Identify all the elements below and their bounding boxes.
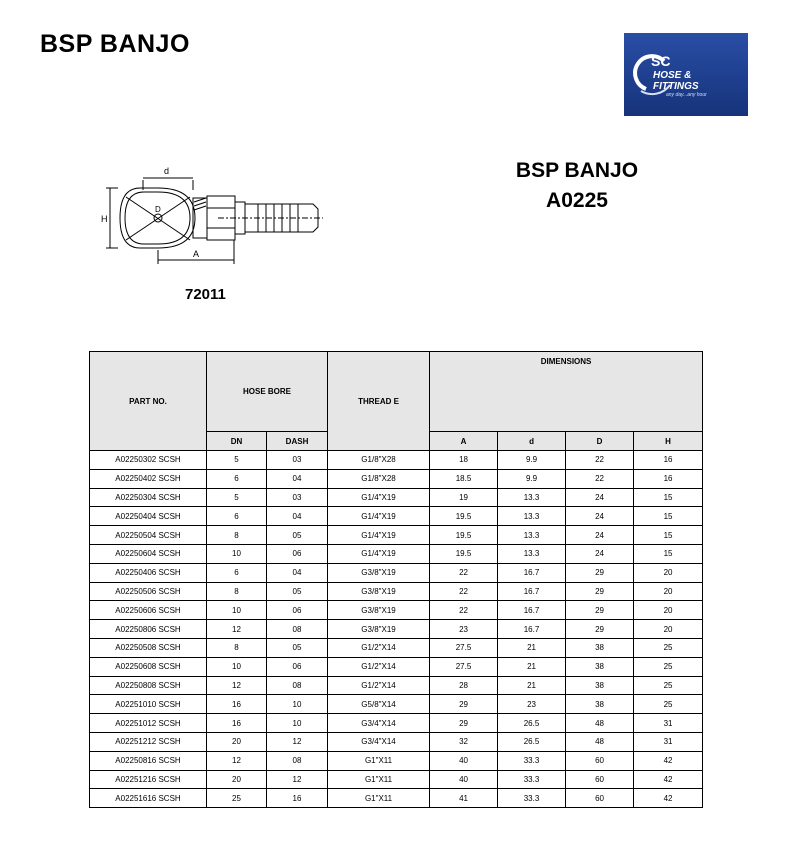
d-small-cell: 13.3	[498, 488, 566, 507]
thread-cell: G3/8"X19	[328, 582, 430, 601]
d-small-cell: 16.7	[498, 582, 566, 601]
dash-cell: 03	[267, 451, 328, 470]
a-cell: 27.5	[430, 657, 498, 676]
thread-cell: G1"X11	[328, 770, 430, 789]
part-no-cell: A02251216 SCSH	[90, 770, 207, 789]
d-large-cell: 38	[566, 695, 634, 714]
a-cell: 19.5	[430, 507, 498, 526]
dn-cell: 10	[207, 601, 267, 620]
part-no-cell: A02251010 SCSH	[90, 695, 207, 714]
dash-cell: 05	[267, 526, 328, 545]
a-cell: 27.5	[430, 638, 498, 657]
dash-cell: 10	[267, 695, 328, 714]
header-h: H	[634, 432, 703, 451]
dn-cell: 25	[207, 789, 267, 808]
thread-cell: G1"X11	[328, 751, 430, 770]
table-row	[90, 507, 703, 526]
header-part-no: PART NO.	[90, 352, 207, 451]
dn-cell: 16	[207, 695, 267, 714]
d-large-cell: 38	[566, 657, 634, 676]
dash-cell: 12	[267, 732, 328, 751]
dash-cell: 08	[267, 751, 328, 770]
table-row	[90, 469, 703, 488]
dn-cell: 5	[207, 451, 267, 470]
drawing-code: 72011	[185, 286, 226, 303]
logo-text-fittings: FITTINGS	[653, 81, 699, 92]
d-large-cell: 29	[566, 582, 634, 601]
d-small-cell: 16.7	[498, 563, 566, 582]
dn-cell: 8	[207, 582, 267, 601]
d-large-cell: 48	[566, 732, 634, 751]
a-cell: 18	[430, 451, 498, 470]
d-small-cell: 9.9	[498, 451, 566, 470]
dn-cell: 12	[207, 676, 267, 695]
d-small-cell: 13.3	[498, 507, 566, 526]
part-no-cell: A02250402 SCSH	[90, 469, 207, 488]
part-no-cell: A02251616 SCSH	[90, 789, 207, 808]
thread-cell: G1/8"X28	[328, 469, 430, 488]
d-large-cell: 24	[566, 488, 634, 507]
a-cell: 40	[430, 751, 498, 770]
d-small-cell: 13.3	[498, 544, 566, 563]
header-a: A	[430, 432, 498, 451]
a-cell: 19	[430, 488, 498, 507]
a-cell: 41	[430, 789, 498, 808]
d-large-cell: 29	[566, 601, 634, 620]
thread-cell: G3/4"X14	[328, 732, 430, 751]
part-no-cell: A02250816 SCSH	[90, 751, 207, 770]
a-cell: 22	[430, 601, 498, 620]
h-cell: 16	[634, 451, 703, 470]
part-no-cell: A02250302 SCSH	[90, 451, 207, 470]
dn-cell: 6	[207, 563, 267, 582]
d-large-cell: 22	[566, 469, 634, 488]
table-row	[90, 732, 703, 751]
a-cell: 19.5	[430, 526, 498, 545]
specification-table	[89, 351, 703, 808]
dn-cell: 20	[207, 770, 267, 789]
h-cell: 42	[634, 751, 703, 770]
header-d-large: D	[566, 432, 634, 451]
dash-cell: 04	[267, 507, 328, 526]
part-no-cell: A02251012 SCSH	[90, 714, 207, 733]
d-small-cell: 26.5	[498, 714, 566, 733]
table-row	[90, 714, 703, 733]
thread-cell: G3/4"X14	[328, 714, 430, 733]
table-row	[90, 676, 703, 695]
dash-cell: 08	[267, 676, 328, 695]
dash-cell: 10	[267, 714, 328, 733]
dn-cell: 8	[207, 526, 267, 545]
part-no-cell: A02250406 SCSH	[90, 563, 207, 582]
a-cell: 29	[430, 714, 498, 733]
product-code: A0225	[546, 189, 608, 212]
a-cell: 18.5	[430, 469, 498, 488]
d-small-cell: 9.9	[498, 469, 566, 488]
table-row	[90, 620, 703, 639]
dn-cell: 20	[207, 732, 267, 751]
technical-drawing	[98, 160, 328, 270]
part-no-cell: A02250608 SCSH	[90, 657, 207, 676]
d-large-cell: 60	[566, 789, 634, 808]
h-cell: 25	[634, 695, 703, 714]
d-small-cell: 33.3	[498, 770, 566, 789]
h-cell: 16	[634, 469, 703, 488]
a-cell: 23	[430, 620, 498, 639]
header-dn: DN	[207, 432, 267, 451]
table-row	[90, 638, 703, 657]
a-cell: 22	[430, 582, 498, 601]
logo-text-sc: SC	[651, 53, 671, 69]
table-row	[90, 751, 703, 770]
a-cell: 28	[430, 676, 498, 695]
h-cell: 42	[634, 770, 703, 789]
thread-cell: G3/8"X19	[328, 620, 430, 639]
dash-cell: 05	[267, 638, 328, 657]
dim-label-d: d	[164, 166, 170, 176]
banjo-fitting-drawing	[98, 160, 328, 270]
h-cell: 15	[634, 544, 703, 563]
dn-cell: 16	[207, 714, 267, 733]
dn-cell: 10	[207, 544, 267, 563]
dn-cell: 12	[207, 620, 267, 639]
thread-cell: G5/8"X14	[328, 695, 430, 714]
table-row	[90, 770, 703, 789]
dash-cell: 03	[267, 488, 328, 507]
h-cell: 20	[634, 563, 703, 582]
table-row	[90, 488, 703, 507]
dn-cell: 12	[207, 751, 267, 770]
dash-cell: 16	[267, 789, 328, 808]
dash-cell: 04	[267, 469, 328, 488]
h-cell: 25	[634, 657, 703, 676]
h-cell: 42	[634, 789, 703, 808]
logo-tagline: any day...any hour	[666, 92, 707, 98]
h-cell: 31	[634, 732, 703, 751]
table-row	[90, 695, 703, 714]
h-cell: 20	[634, 620, 703, 639]
a-cell: 32	[430, 732, 498, 751]
thread-cell: G3/8"X19	[328, 601, 430, 620]
h-cell: 25	[634, 676, 703, 695]
h-cell: 15	[634, 526, 703, 545]
thread-cell: G3/8"X19	[328, 563, 430, 582]
dn-cell: 10	[207, 657, 267, 676]
d-small-cell: 33.3	[498, 789, 566, 808]
a-cell: 22	[430, 563, 498, 582]
table-row	[90, 451, 703, 470]
h-cell: 20	[634, 601, 703, 620]
part-no-cell: A02250604 SCSH	[90, 544, 207, 563]
dash-cell: 12	[267, 770, 328, 789]
part-no-cell: A02250304 SCSH	[90, 488, 207, 507]
header-dimensions: DIMENSIONS	[430, 352, 703, 432]
part-no-cell: A02250506 SCSH	[90, 582, 207, 601]
d-large-cell: 60	[566, 770, 634, 789]
part-no-cell: A02250606 SCSH	[90, 601, 207, 620]
a-cell: 40	[430, 770, 498, 789]
thread-cell: G1/2"X14	[328, 657, 430, 676]
dash-cell: 04	[267, 563, 328, 582]
dash-cell: 08	[267, 620, 328, 639]
header-d-small: d	[498, 432, 566, 451]
h-cell: 31	[634, 714, 703, 733]
dn-cell: 8	[207, 638, 267, 657]
d-large-cell: 29	[566, 563, 634, 582]
d-large-cell: 24	[566, 526, 634, 545]
dash-cell: 06	[267, 601, 328, 620]
d-small-cell: 33.3	[498, 751, 566, 770]
d-small-cell: 21	[498, 676, 566, 695]
table-row	[90, 526, 703, 545]
thread-cell: G1"X11	[328, 789, 430, 808]
d-large-cell: 60	[566, 751, 634, 770]
d-large-cell: 29	[566, 620, 634, 639]
dash-cell: 06	[267, 544, 328, 563]
dim-label-d-large: D	[155, 205, 161, 214]
dim-label-h: H	[101, 214, 108, 224]
thread-cell: G1/4"X19	[328, 544, 430, 563]
table-row	[90, 657, 703, 676]
d-large-cell: 38	[566, 638, 634, 657]
d-small-cell: 16.7	[498, 601, 566, 620]
company-logo-graphic	[624, 33, 748, 116]
h-cell: 20	[634, 582, 703, 601]
part-no-cell: A02250806 SCSH	[90, 620, 207, 639]
dn-cell: 5	[207, 488, 267, 507]
thread-cell: G1/4"X19	[328, 507, 430, 526]
h-cell: 25	[634, 638, 703, 657]
a-cell: 29	[430, 695, 498, 714]
header-hose-bore: HOSE BORE	[207, 352, 328, 432]
header-dash: DASH	[267, 432, 328, 451]
d-large-cell: 38	[566, 676, 634, 695]
d-large-cell: 24	[566, 507, 634, 526]
d-large-cell: 48	[566, 714, 634, 733]
dim-label-a: A	[193, 249, 200, 259]
table-row	[90, 582, 703, 601]
dn-cell: 6	[207, 469, 267, 488]
table-row	[90, 789, 703, 808]
h-cell: 15	[634, 488, 703, 507]
d-small-cell: 23	[498, 695, 566, 714]
product-heading	[470, 156, 684, 216]
d-small-cell: 16.7	[498, 620, 566, 639]
header-thread: THREAD E	[328, 352, 430, 451]
specification-table-body	[90, 451, 703, 808]
part-no-cell: A02250504 SCSH	[90, 526, 207, 545]
logo-text-hose: HOSE &	[653, 70, 692, 81]
part-no-cell: A02250808 SCSH	[90, 676, 207, 695]
part-no-cell: A02250404 SCSH	[90, 507, 207, 526]
table-row	[90, 563, 703, 582]
d-small-cell: 26.5	[498, 732, 566, 751]
dash-cell: 05	[267, 582, 328, 601]
thread-cell: G1/2"X14	[328, 676, 430, 695]
part-no-cell: A02250508 SCSH	[90, 638, 207, 657]
product-name: BSP BANJO	[515, 159, 639, 182]
d-small-cell: 13.3	[498, 526, 566, 545]
h-cell: 15	[634, 507, 703, 526]
thread-cell: G1/8"X28	[328, 451, 430, 470]
part-no-cell: A02251212 SCSH	[90, 732, 207, 751]
d-small-cell: 21	[498, 657, 566, 676]
a-cell: 19.5	[430, 544, 498, 563]
thread-cell: G1/4"X19	[328, 488, 430, 507]
d-large-cell: 24	[566, 544, 634, 563]
dash-cell: 06	[267, 657, 328, 676]
thread-cell: G1/2"X14	[328, 638, 430, 657]
table-row	[90, 601, 703, 620]
company-logo	[624, 33, 748, 116]
dn-cell: 6	[207, 507, 267, 526]
d-small-cell: 21	[498, 638, 566, 657]
d-large-cell: 22	[566, 451, 634, 470]
page-title: BSP BANJO	[40, 30, 190, 58]
table-row	[90, 544, 703, 563]
thread-cell: G1/4"X19	[328, 526, 430, 545]
